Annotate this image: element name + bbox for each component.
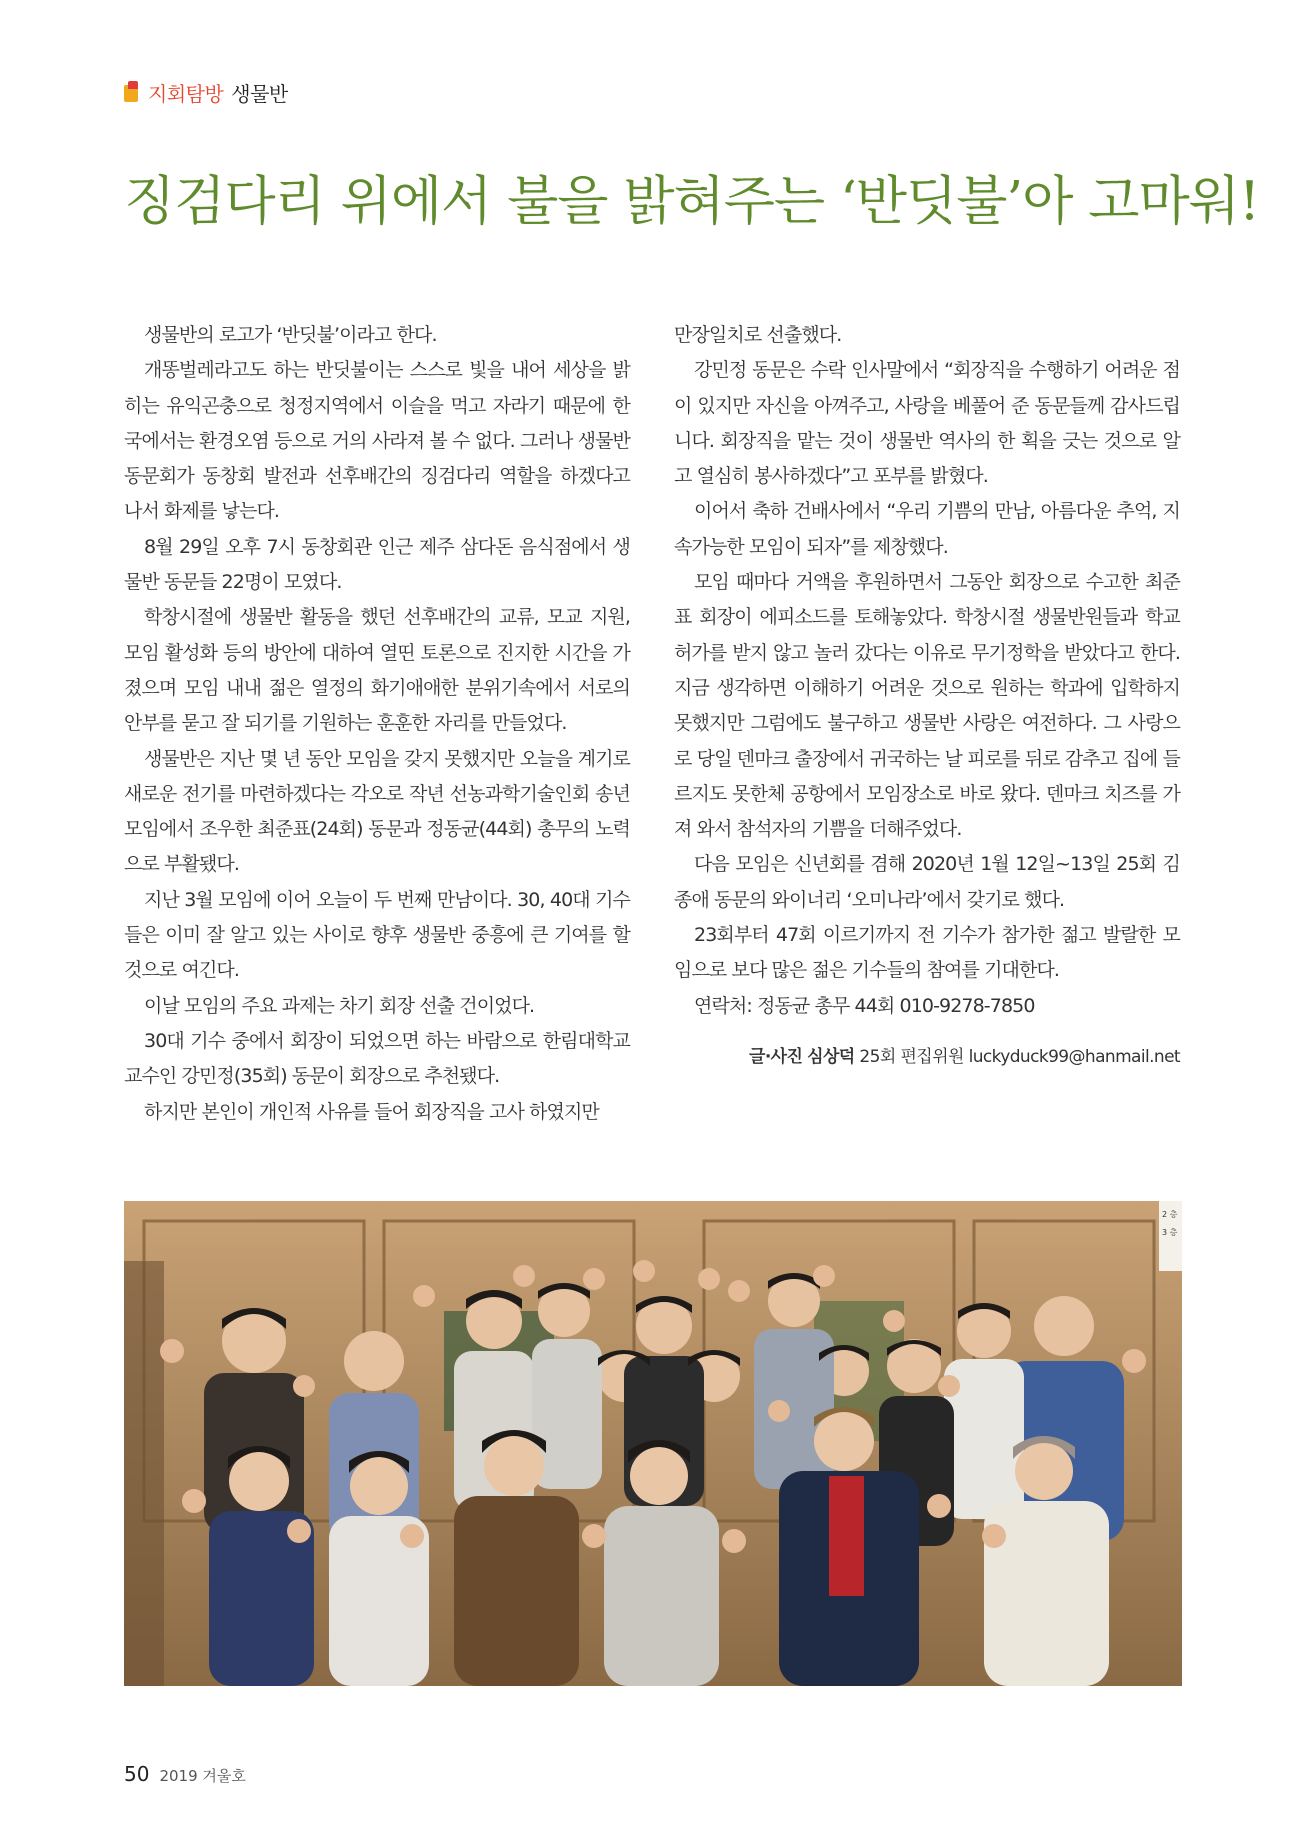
paragraph: 학창시절에 생물반 활동을 했던 선후배간의 교류, 모교 지원, 모임 활성화 등의 방안에 대하여 열띤 토론으로 진지한 시간을 가졌으며 모임 내내 젊은 열정의 화기애애한 분위기속에서 서로의 안부를 묻고 잘 되기를 기원하는 훈훈한 자리를 만들었다. <box>124 606 630 735</box>
book-icon <box>124 81 140 103</box>
floor-sign-line: 2 층 <box>1162 1210 1178 1219</box>
page-number: 50 <box>124 1762 150 1786</box>
category-label: 지회탐방 <box>148 81 224 106</box>
byline-detail: 25회 편집위원 luckyduck99@hanmail.net <box>859 1046 1180 1067</box>
paragraph: 지난 3월 모임에 이어 오늘이 두 번째 만남이다. 30, 40대 기수들은 이미 잘 알고 있는 사이로 향후 생물반 중흥에 큰 기여를 할 것으로 여긴다. <box>124 888 630 982</box>
contact-info: 연락처: 정동균 총무 44회 010-9278-7850 <box>694 994 1035 1017</box>
article-column-right <box>674 318 1180 1075</box>
paragraph: 강민정 동문은 수락 인사말에서 “회장직을 수행하기 어려운 점이 있지만 자신을 아껴주고, 사랑을 베풀어 준 동문들께 감사드립니다. 회장직을 맡는 것이 생물반 역사의 한 획을 긋는 것으로 알고 열심히 봉사하겠다”고 포부를 밝혔다. <box>674 359 1180 488</box>
paragraph: 개똥벌레라고도 하는 반딧불이는 스스로 빛을 내어 세상을 밝히는 유익곤충으로 청정지역에서 이슬을 먹고 자라기 때문에 한국에서는 환경오염 등으로 거의 사라져 볼 수 없다. 그러나 생물반 동문회가 동창회 발전과 선후배간의 징검다리 역할을 하겠다고 나서 화제를 낳는다. <box>124 359 630 523</box>
paragraph: 생물반은 지난 몇 년 동안 모임을 갖지 못했지만 오늘을 계기로 새로운 전기를 마련하겠다는 각오로 작년 선농과학기술인회 송년모임에서 조우한 최준표(24회) 동문과 정동균(44회) 총무의 노력으로 부활됐다. <box>124 747 630 876</box>
paragraph: 이어서 축하 건배사에서 “우리 기쁨의 만남, 아름다운 추억, 지속가능한 모임이 되자”를 제창했다. <box>674 500 1180 558</box>
paragraph-continuation: 만장일치로 선출했다. <box>674 324 842 346</box>
paragraph: 다음 모임은 신년회를 겸해 2020년 1월 12일~13일 25회 김종애 동문의 와이너리 ‘오미나라’에서 갖기로 했다. <box>674 853 1180 911</box>
paragraph: 23회부터 47회 이르기까지 전 기수가 참가한 젊고 발랄한 모임으로 보다 많은 젊은 기수들의 참여를 기대한다. <box>674 924 1180 982</box>
section-label: 생물반 <box>231 81 288 106</box>
paragraph: 모임 때마다 거액을 후원하면서 그동안 회장으로 수고한 최준표 회장이 에피소드를 토해놓았다. 학창시절 생물반원들과 학교 허가를 받지 않고 놀러 갔다는 이유로 무기정학을 받았다고 한다. 지금 생각하면 이해하기 어려운 것으로 원하는 학과에 입학하지 못했지만 그럼에도 불구하고 생물반 사랑은 여전하다. 그 사랑으로 당일 덴마크 출장에서 귀국하는 날 피로를 뒤로 감추고 집에 들르지도 못한체 공항에서 모임장소로 바로 왔다. 덴마크 치즈를 가져 와서 참석자의 기쁨을 더해주었다. <box>674 571 1180 841</box>
section-tag <box>124 74 288 110</box>
paragraph: 이날 모임의 주요 과제는 차기 회장 선출 건이었다. <box>144 994 535 1017</box>
page-footer <box>124 1762 246 1786</box>
group-photo <box>124 1201 1182 1686</box>
issue-label: 2019 겨울호 <box>159 1767 246 1785</box>
article-column-left <box>124 318 630 1130</box>
byline-label: 글·사진 <box>749 1046 803 1067</box>
group-photo-illustration <box>124 1201 1182 1686</box>
floor-sign-line: 3 층 <box>1162 1228 1178 1237</box>
paragraph: 하지만 본인이 개인적 사유를 들어 회장직을 고사 하였지만 <box>144 1100 599 1123</box>
paragraph: 8월 29일 오후 7시 동창회관 인근 제주 삼다돈 음식점에서 생물반 동문들 22명이 모였다. <box>124 535 630 594</box>
paragraph: 30대 기수 중에서 회장이 되었으면 하는 바람으로 한림대학교 교수인 강민정(35회) 동문이 회장으로 추천됐다. <box>124 1029 630 1088</box>
byline <box>674 1040 1180 1075</box>
paragraph: 생물반의 로고가 ‘반딧불’이라고 한다. <box>144 324 437 346</box>
byline-author: 심상덕 <box>807 1046 855 1067</box>
article-title: 징검다리 위에서 불을 밝혀주는 ‘반딧불’아 고마워! <box>124 171 1260 232</box>
